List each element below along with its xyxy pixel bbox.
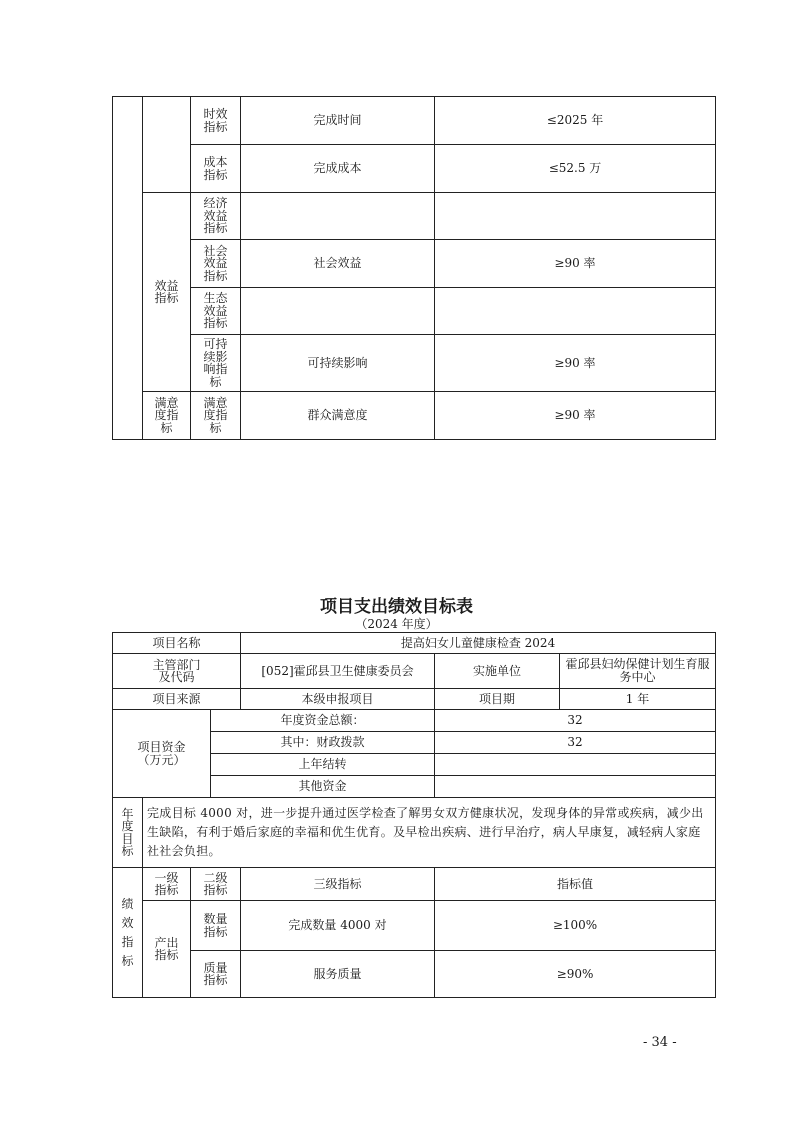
source-value: 本级申报项目 (241, 689, 435, 710)
dept-value: [052]霍邱县卫生健康委员会 (241, 654, 435, 689)
quantity-indicator-label: 数量 指标 (191, 901, 241, 951)
level3-timeliness: 时效 指标 (191, 97, 241, 145)
quantity-indicator-name: 完成数量 4000 对 (241, 901, 435, 951)
level3-economic: 经济 效益 指标 (191, 193, 241, 240)
fund-label: 项目资金 （万元） (113, 710, 211, 798)
value-satisfaction: ≥90 率 (435, 392, 716, 440)
level2-benefit: 效益 指标 (143, 193, 191, 392)
dept-label: 主管部门 及代码 (113, 654, 241, 689)
page-number: - 34 - (643, 1035, 677, 1050)
level3-sustainability: 可持 续影 响指 标 (191, 335, 241, 392)
fund-other-value (435, 776, 716, 798)
level2-cell (143, 97, 191, 193)
annual-goal-label: 年 度 目 标 (113, 798, 143, 868)
value-sustainability: ≥90 率 (435, 335, 716, 392)
value-social: ≥90 率 (435, 240, 716, 288)
fund-fiscal-value: 32 (435, 732, 716, 754)
quality-indicator-name: 服务质量 (241, 951, 435, 998)
fund-other-label: 其他资金 (211, 776, 435, 798)
level2-satisfaction: 满意 度指 标 (143, 392, 191, 440)
value-completion-time: ≤2025 年 (435, 97, 716, 145)
indicator-ecological (241, 288, 435, 335)
indicator-sustainability: 可持续影响 (241, 335, 435, 392)
indicator-completion-time: 完成时间 (241, 97, 435, 145)
header-value: 指标值 (435, 868, 716, 901)
fund-prev-value (435, 754, 716, 776)
project-name-value: 提高妇女儿童健康检查 2024 (241, 633, 716, 654)
table-subtitle: （2024 年度） (355, 617, 438, 631)
indicator-economic (241, 193, 435, 240)
indicator-social: 社会效益 (241, 240, 435, 288)
quality-indicator-value: ≥90% (435, 951, 716, 998)
level3-satisfaction: 满意 度指 标 (191, 392, 241, 440)
continuation-table (112, 96, 716, 440)
level1-cell (113, 97, 143, 440)
level3-social: 社会 效益 指标 (191, 240, 241, 288)
source-label: 项目来源 (113, 689, 241, 710)
quality-indicator-label: 质量 指标 (191, 951, 241, 998)
indicator-completion-cost: 完成成本 (241, 145, 435, 193)
period-label: 项目期 (435, 689, 560, 710)
value-ecological (435, 288, 716, 335)
header-level2: 二级 指标 (191, 868, 241, 901)
quantity-indicator-value: ≥100% (435, 901, 716, 951)
header-level3: 三级指标 (241, 868, 435, 901)
level3-ecological: 生态 效益 指标 (191, 288, 241, 335)
fund-prev-label: 上年结转 (211, 754, 435, 776)
fund-total-label: 年度资金总额： (211, 710, 435, 732)
value-economic (435, 193, 716, 240)
table-title: 项目支出绩效目标表 (320, 597, 473, 617)
impl-value: 霍邱县妇幼保健计划生育服务中心 (560, 654, 716, 689)
output-indicator-label: 产出 指标 (143, 901, 191, 998)
fund-total-value: 32 (435, 710, 716, 732)
fund-fiscal-label: 其中：财政拨款 (211, 732, 435, 754)
period-value: 1 年 (560, 689, 716, 710)
project-name-label: 项目名称 (113, 633, 241, 654)
impl-label: 实施单位 (435, 654, 560, 689)
level3-cost: 成本 指标 (191, 145, 241, 193)
performance-target-table (112, 632, 716, 998)
perf-indicator-label: 绩 效 指 标 (113, 868, 143, 998)
header-level1: 一级 指标 (143, 868, 191, 901)
value-completion-cost: ≤52.5 万 (435, 145, 716, 193)
annual-goal-text: 完成目标 4000 对，进一步提升通过医学检查了解男女双方健康状况，发现身体的异常或疾病，减少出生缺陷，有利于婚后家庭的幸福和优生优育。及早检出疾病、进行早治疗，病人早康复，减轻病人家庭社社会负担。 (143, 798, 716, 868)
indicator-satisfaction: 群众满意度 (241, 392, 435, 440)
